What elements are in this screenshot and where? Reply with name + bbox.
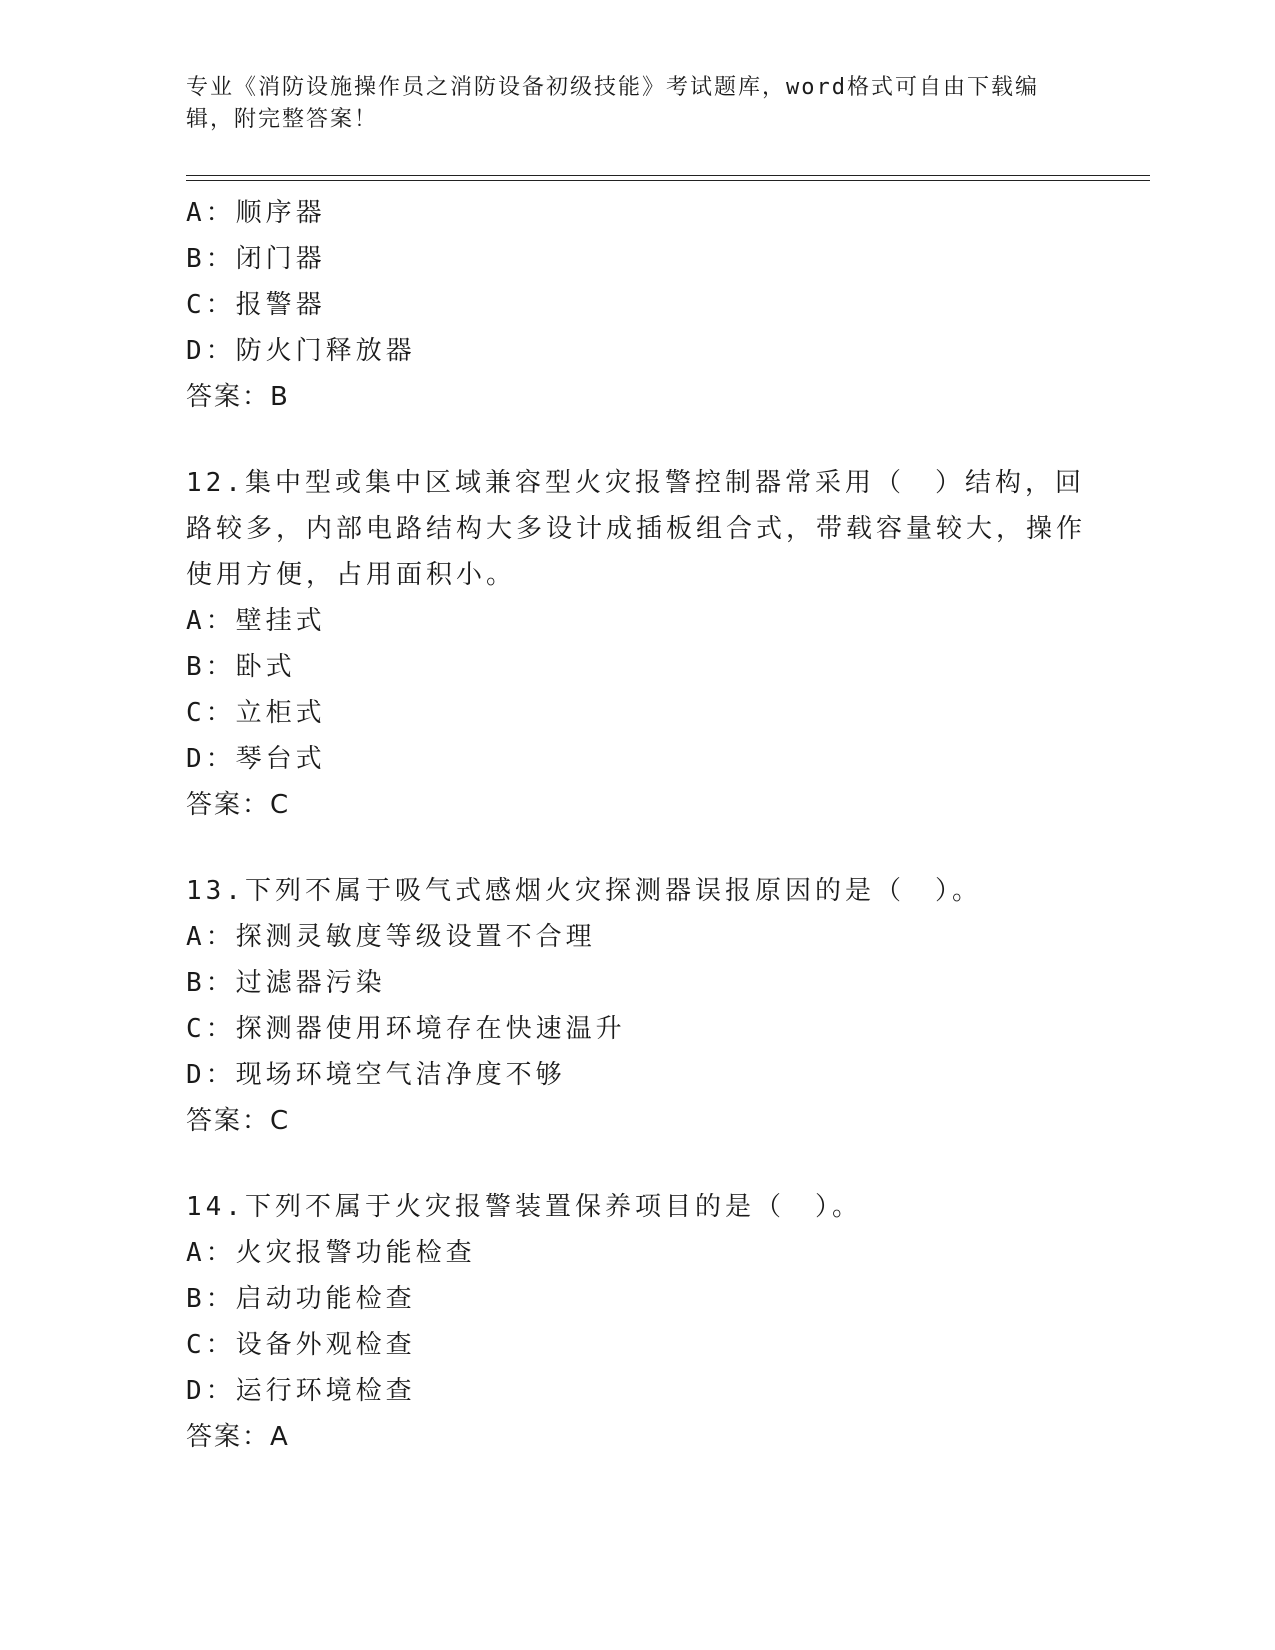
answer: 答案：C — [186, 1106, 291, 1136]
question-stem: 12.集中型或集中区域兼容型火灾报警控制器常采用（ ）结构，回路较多，内部电路结构大多设计成插板组合式，带载容量较大，操作使用方便，占用面积小。 — [186, 468, 1087, 590]
question-stem: 14.下列不属于火灾报警装置保养项目的是（ ）。 — [186, 1192, 862, 1222]
option-d: D：运行环境检查 — [186, 1376, 416, 1406]
option-a: A：顺序器 — [186, 198, 326, 228]
question-12 — [186, 460, 1086, 828]
answer: 答案：C — [186, 790, 291, 820]
spacer — [186, 420, 1086, 460]
option-c: C：设备外观检查 — [186, 1330, 416, 1360]
document-header: 专业《消防设施操作员之消防设备初级技能》考试题库，word格式可自由下载编辑，附完整答案！ — [186, 75, 1039, 132]
option-a: A：壁挂式 — [186, 606, 326, 636]
option-c: C：探测器使用环境存在快速温升 — [186, 1014, 626, 1044]
question-14 — [186, 1184, 1086, 1460]
question-list — [186, 190, 1086, 1460]
option-b: B：闭门器 — [186, 244, 326, 274]
answer: 答案：B — [186, 382, 290, 412]
question-stem: 13.下列不属于吸气式感烟火灾探测器误报原因的是（ ）。 — [186, 876, 982, 906]
question-13 — [186, 868, 1086, 1144]
option-d: D：现场环境空气洁净度不够 — [186, 1060, 566, 1090]
option-d: D：防火门释放器 — [186, 336, 416, 366]
option-d: D：琴台式 — [186, 744, 326, 774]
option-c: C：立柜式 — [186, 698, 326, 728]
option-b: B：过滤器污染 — [186, 968, 386, 998]
spacer — [186, 1144, 1086, 1184]
spacer — [186, 828, 1086, 868]
answer: 答案：A — [186, 1422, 290, 1452]
option-a: A：探测灵敏度等级设置不合理 — [186, 922, 596, 952]
option-b: B：启动功能检查 — [186, 1284, 416, 1314]
header-rule-top — [186, 175, 1150, 176]
option-a: A：火灾报警功能检查 — [186, 1238, 476, 1268]
header-rule-bottom — [186, 180, 1150, 181]
option-b: B：卧式 — [186, 652, 296, 682]
option-c: C：报警器 — [186, 290, 326, 320]
prev-question — [186, 190, 1086, 420]
